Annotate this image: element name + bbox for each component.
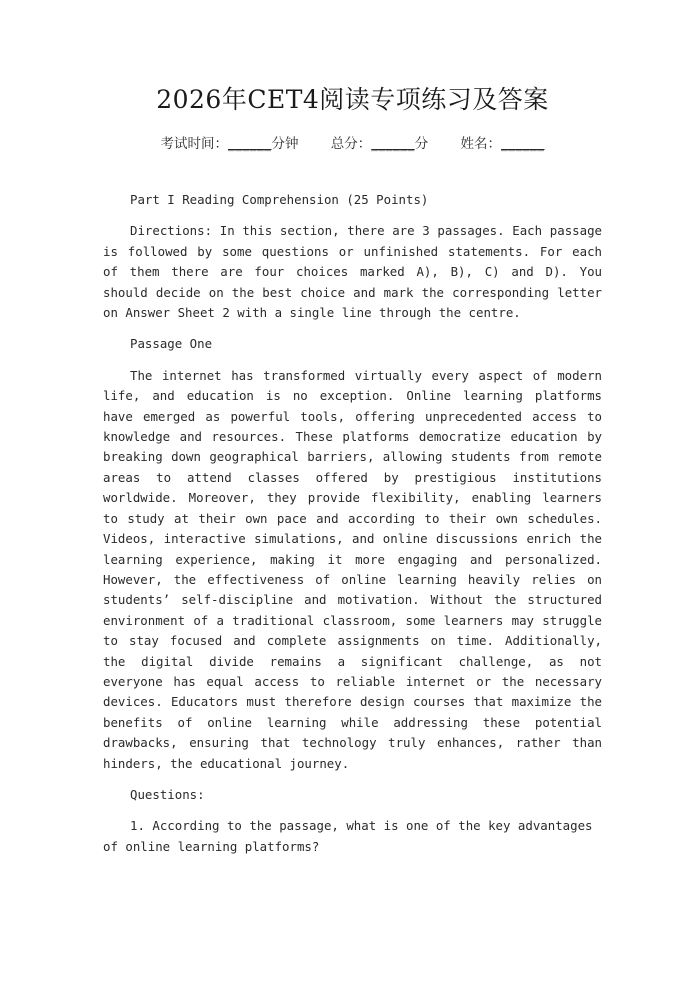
total-score-field	[331, 136, 429, 152]
total-score-blank: ______	[371, 136, 415, 152]
student-name-field	[461, 136, 545, 152]
document-title: 2026年CET4阅读专项练习及答案	[156, 85, 549, 114]
question-1: 1. According to the passage, what is one of the key advantages of online learning platforms?	[103, 818, 593, 854]
total-score-unit: 分	[414, 136, 429, 152]
directions-paragraph: Directions: In this section, there are 3 passages. Each passage is followed by some questions or unfinished statements. For each of them there are four choices marked A), B), C) and D). You should decide on the best choice and mark the corresponding letter on Answer Sheet 2 with a single line through the centre.	[103, 223, 602, 321]
document-page	[0, 84, 700, 989]
total-score-label: 总分：	[330, 136, 372, 152]
passage-paragraph: The internet has transformed virtually every aspect of modern life, and education is no exception. Online learning platforms have emerged as powerful tools, offering unprecedented access to knowledge and resources. These platforms democratize education by breaking down geographical barriers, allowing students from remote areas to attend classes offered by prestigious institutions worldwide. Moreover, they provide flexibility, enabling learners to study at their own pace and according to their own schedules. Videos, interactive simulations, and online discussions enrich the learning experience, making it more engaging and personalized. However, the effectiveness of online learning heavily relies on students’ self-discipline and motivation. Without the structured environment of a traditional classroom, some learners may struggle to stay focused and complete assignments on time. Additionally, the digital divide remains a significant challenge, as not everyone has equal access to reliable internet or the necessary devices. Educators must therefore design courses that maximize the benefits of online learning while addressing these potential drawbacks, ensuring that technology truly enhances, rather than hinders, the educational journey.	[103, 367, 602, 771]
questions-heading: Questions:	[130, 786, 205, 802]
exam-time-field	[160, 136, 298, 152]
exam-time-blank: ______	[227, 136, 272, 152]
exam-info-line	[103, 134, 602, 154]
document-body	[103, 190, 602, 857]
exam-time-label: 考试时间：	[160, 136, 228, 152]
part-heading: Part I Reading Comprehension (25 Points)	[130, 192, 429, 207]
exam-time-unit: 分钟	[271, 136, 299, 152]
student-name-blank: ______	[501, 136, 545, 152]
passage-heading: Passage One	[130, 336, 213, 352]
student-name-label: 姓名：	[460, 136, 502, 152]
